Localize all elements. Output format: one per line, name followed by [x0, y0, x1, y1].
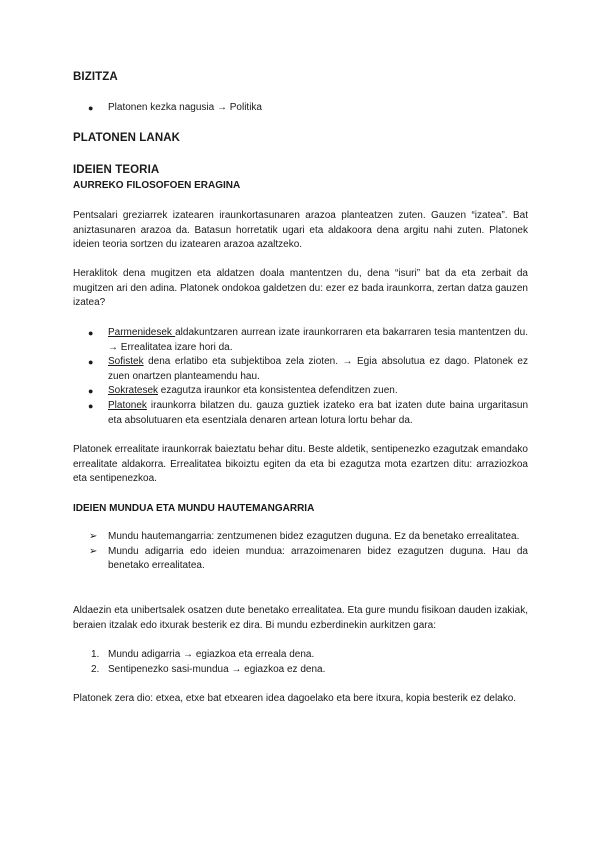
bizitza-item-text: Platonen kezka nagusia → Politika [108, 102, 262, 113]
list-item [73, 101, 528, 116]
philosopher-name: Parmenidesek [108, 327, 176, 338]
bullet-marker: ● [88, 386, 94, 397]
numbered-list [73, 648, 528, 677]
list-item [73, 355, 528, 384]
list-number: 1. [91, 649, 100, 660]
list-item [73, 384, 528, 399]
paragraph-munduak-2: Platonek zera dio: etxea, etxe bat etxearen idea dagoelako eta bere itxura, kopia besterik ez delako. [73, 693, 517, 704]
heading-bizitza: BIZITZA [73, 71, 118, 83]
philosophers-list [73, 326, 528, 428]
philosopher-text: iraunkorra bilatzen du. gauza guztiek izateko era bat izaten dute baina urgaritasun eta absolutuaren eta esentziala denaren artean lotura lortu behar da. [108, 399, 528, 426]
heading-platonen-lanak: PLATONEN LANAK [73, 132, 181, 144]
philosopher-text: aldakuntzaren aurrean izate iraunkorraren eta bakarraren tesia mantentzen du. → Errealitatea izare hori da. [108, 327, 528, 353]
worlds-list [73, 530, 528, 574]
list-item [73, 648, 528, 663]
arrow-marker: ➢ [89, 531, 98, 542]
bullet-marker: ● [88, 103, 94, 113]
list-item [73, 399, 528, 428]
paragraph-teoria-3: Platonek errealitate iraunkorrak baieztatu behar ditu. Beste aldetik, sentipenezko ezagutzak emandako errealitate aldakorra. Errealitatea bikoiztu egiten da eta bi ezagutza mota ezartzen ditu: arraziozkoa eta sentipenezkoa. [73, 444, 528, 485]
subheading-aurreko-filosofoen-eragina: AURREKO FILOSOFOEN ERAGINA [73, 180, 241, 191]
philosopher-text: ezagutza iraunkor eta konsistentea defenditzen zuen. [158, 385, 398, 397]
bullet-marker: ● [88, 400, 94, 411]
bizitza-list [73, 101, 528, 116]
philosopher-name: Sofistek [108, 356, 144, 368]
list-number: 2. [91, 663, 100, 675]
list-item [73, 326, 528, 355]
philosopher-name: Sokratesek [108, 385, 159, 397]
philosopher-text: dena erlatibo eta subjektiboa zela zioten. → Egia absolutua ez dago. Platonek ez zuen onartzen planteamendu hau. [108, 356, 528, 382]
philosopher-name: Platonek [108, 399, 147, 411]
world-text: Mundu hautemangarria: zentzumenen bidez ezagutzen duguna. Ez da benetako errealitatea. [108, 531, 520, 542]
numbered-text: Mundu adigarria → egiazkoa eta erreala dena. [108, 649, 315, 660]
world-text: Mundu adigarria edo ideien mundua: arrazoimenaren bidez ezagutzen duguna. Hau da benetako errealitatea. [108, 545, 528, 572]
paragraph-teoria-2: Heraklitok dena mugitzen eta aldatzen doala mantentzen du, dena “isuri” bat da eta zerbait da mugitzen ari den adina. Platonek ondokoa galdetzen du: ezer ez bada iraunkorra, zertan datza gauzen izatea? [73, 268, 528, 309]
list-item [73, 530, 528, 545]
bullet-marker: ● [88, 357, 94, 368]
heading-ideien-mundua: IDEIEN MUNDUA ETA MUNDU HAUTEMANGARRIA [73, 503, 315, 514]
list-item [73, 545, 528, 574]
heading-ideien-teoria: IDEIEN TEORIA [73, 164, 160, 176]
list-item [73, 663, 528, 678]
arrow-marker: ➢ [89, 545, 98, 557]
paragraph-munduak-1: Aldaezin eta unibertsalek osatzen dute benetako errealitatea. Eta gure mundu fisikoan dauden izakiak, beraien itzalak edo itxurak besterik ez dira. Bi mundu ezberdinekin aurkitzen gara: [73, 605, 528, 631]
numbered-text: Sentipenezko sasi-mundua → egiazkoa ez dena. [108, 663, 326, 675]
paragraph-teoria-1: Pentsalari greziarrek izatearen iraunkortasunaren arazoa planteatzen zuten. Gauzen “izatea”. Bat aniztasunaren arazoa da. Batasun horretatik ugari eta aldakoora dena argitu nahi zuten. Platonek ideien teoria sortzen du izatearen arazoa azaltzeko. [73, 210, 528, 251]
bullet-marker: ● [88, 328, 94, 338]
